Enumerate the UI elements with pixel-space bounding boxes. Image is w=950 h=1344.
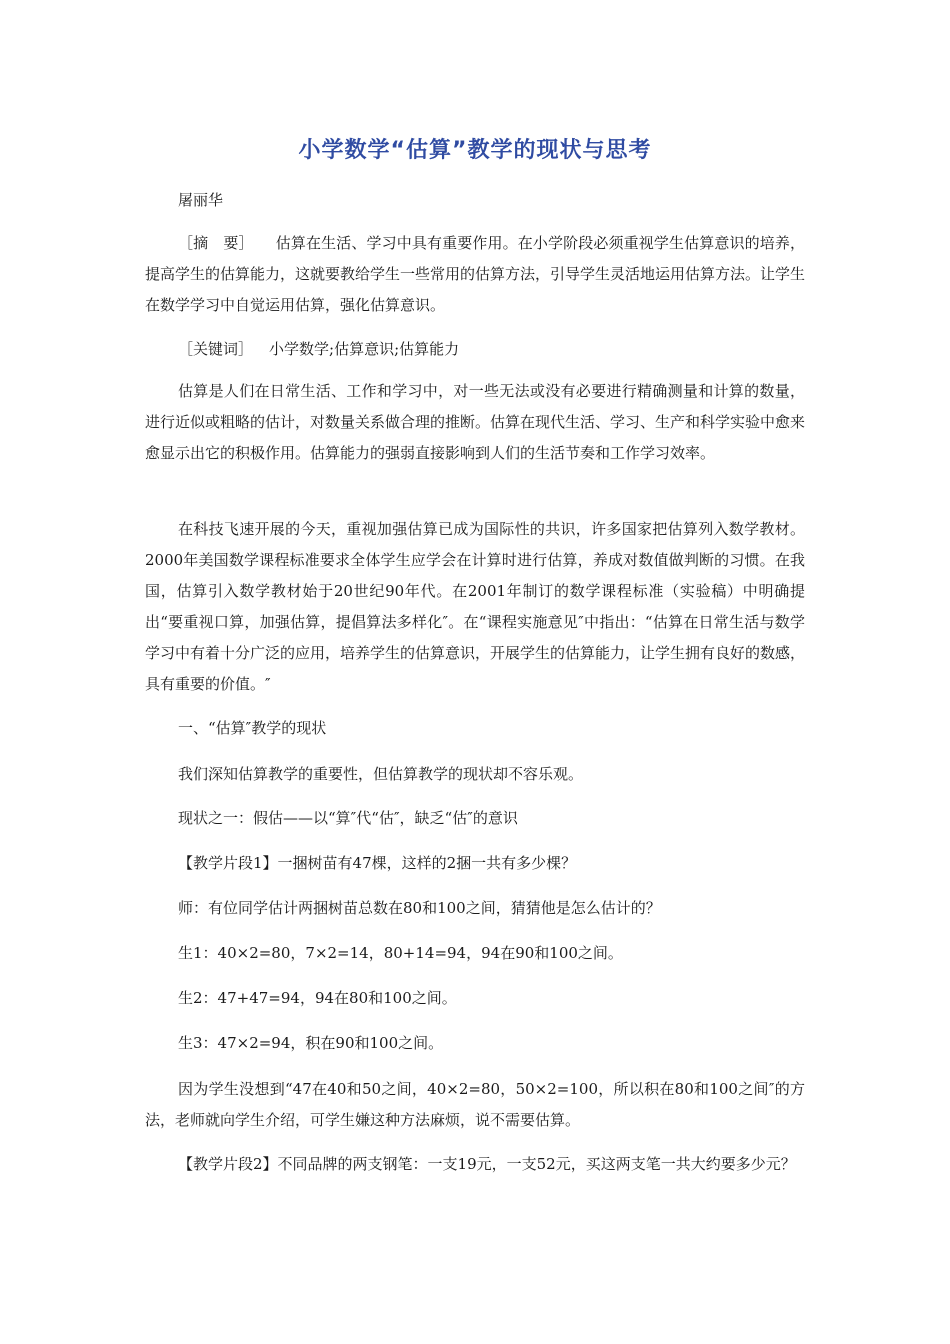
paragraph-text: 生2：47+47=94，94在80和100之间。: [178, 989, 457, 1007]
keywords-label: ［关键词］: [178, 340, 254, 358]
abstract-block: [145, 228, 805, 321]
paragraph: [145, 1149, 805, 1180]
paragraph: [145, 759, 805, 790]
paragraph: [145, 893, 805, 924]
paragraph-text: 因为学生没想到“47在40和50之间，40×2=80，50×2=100，所以积在80和100之间″的方法，老师就向学生介绍，可学生嫌这种方法麻烦，说不需要估算。: [145, 1080, 805, 1129]
paragraph: [145, 983, 805, 1014]
paragraph-text: 师：有位同学估计两捆树苗总数在80和100之间，猜猜他是怎么估计的？: [178, 899, 661, 917]
author-name: 屠丽华: [178, 191, 224, 209]
keywords-text: 小学数学;估算意识;估算能力: [269, 340, 460, 358]
paragraph: [145, 1028, 805, 1059]
paragraph: [145, 1074, 805, 1136]
paragraph-text: 【教学片段1】一捆树苗有47棵，这样的2捆一共有多少棵？: [178, 854, 577, 872]
paragraph-text: 我们深知估算教学的重要性，但估算教学的现状却不容乐观。: [178, 765, 584, 783]
section-heading-text: 一、“估算″教学的现状: [178, 719, 327, 737]
keywords-block: [145, 334, 805, 365]
paragraph-text: 生1：40×2=80，7×2=14，80+14=94，94在90和100之间。: [178, 944, 623, 962]
document-title: 小学数学“估算”教学的现状与思考: [298, 138, 652, 163]
paragraph: [145, 514, 805, 700]
paragraph: [145, 938, 805, 969]
paragraph-text: 在科技飞速开展的今天，重视加强估算已成为国际性的共识，许多国家把估算列入数学教材。2000年美国数学课程标准要求全体学生应学会在计算时进行估算，养成对数值做判断的习惯。在我国，估算引入数学教材始于20世纪90年代。在2001年制订的数学课程标准（实验稿）中明确提出“要重视口算，加强估算，提倡算法多样化″。在“课程实施意见″中指出：“估算在日常生活与数学学习中有着十分广泛的应用，培养学生的估算意识，开展学生的估算能力，让学生拥有良好的数感，具有重要的价值。″: [145, 520, 806, 693]
paragraph-text: 生3：47×2=94，积在90和100之间。: [178, 1034, 444, 1052]
paragraph-text: 现状之一：假估——以“算″代“估″，缺乏“估″的意识: [178, 809, 518, 827]
paragraph: [145, 376, 805, 469]
paragraph-text: 【教学片段2】不同品牌的两支钢笔：一支19元，一支52元，买这两支笔一共大约要多少元？: [178, 1155, 796, 1173]
paragraph: [145, 848, 805, 879]
paragraph: [145, 803, 805, 834]
abstract-text: 估算在生活、学习中具有重要作用。在小学阶段必须重视学生估算意识的培养，提高学生的估算能力，这就要教给学生一些常用的估算方法，引导学生灵活地运用估算方法。让学生在数学学习中自觉运用估算，强化估算意识。: [145, 234, 806, 314]
abstract-label: ［摘 要］: [178, 234, 254, 252]
paragraph-text: 估算是人们在日常生活、工作和学习中，对一些无法或没有必要进行精确测量和计算的数量，进行近似或粗略的估计，对数量关系做合理的推断。估算在现代生活、学习、生产和科学实验中愈来愈显示出它的积极作用。估算能力的强弱直接影响到人们的生活节奏和工作学习效率。: [145, 382, 806, 462]
section-heading: [145, 713, 805, 744]
